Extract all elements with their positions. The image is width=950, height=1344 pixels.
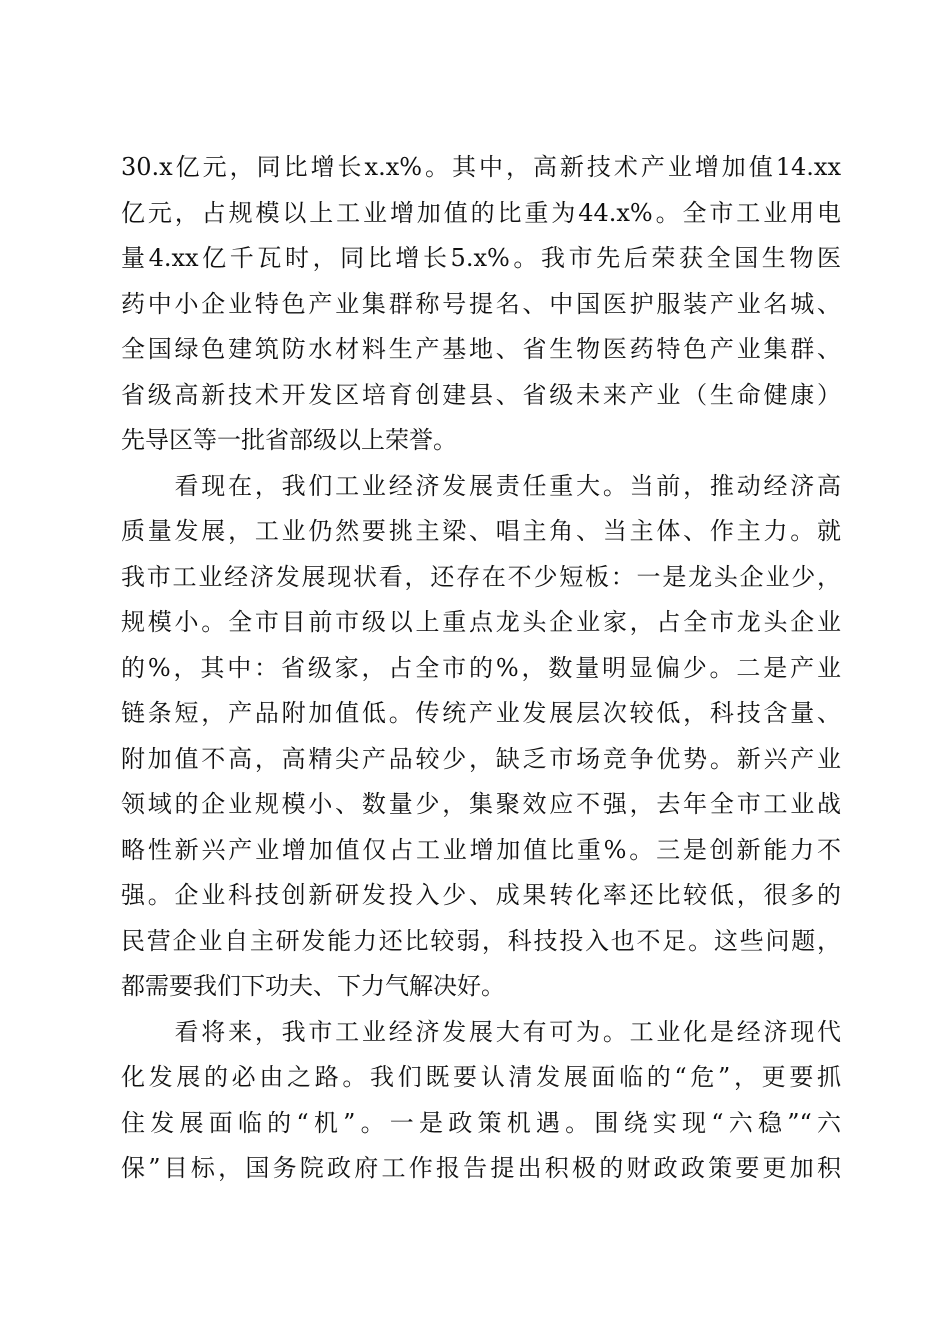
text-line: 先导区等一批省部级以上荣誉。	[121, 426, 457, 454]
text-line: 省级高新技术开发区培育创建县、省级未来产业（生命健康）	[121, 380, 841, 409]
text-line: 附加值不高，高精尖产品较少，缺乏市场竞争优势。新兴产业	[121, 744, 841, 773]
text-line: 的%，其中：省级家，占全市的%，数量明显偏少。二是产业	[121, 653, 841, 682]
text-line: 强。企业科技创新研发投入少、成果转化率还比较低，很多的	[121, 881, 841, 909]
text-line: 30.x亿元，同比增长x.x%。其中，高新技术产业增加值14.xx	[121, 153, 841, 181]
text-line: 民营企业自主研发能力还比较弱，科技投入也不足。这些问题，	[121, 926, 841, 955]
text-line: 质量发展，工业仍然要挑主梁、唱主角、当主体、作主力。就	[121, 517, 841, 545]
text-line: 住发展面临的“机”。一是政策机遇。围绕实现“六稳”“六	[121, 1108, 841, 1137]
text-line: 都需要我们下功夫、下力气解决好。	[121, 972, 505, 1000]
text-line: 保”目标，国务院政府工作报告提出积极的财政政策要更加积	[121, 1154, 841, 1182]
text-line: 全国绿色建筑防水材料生产基地、省生物医药特色产业集群、	[121, 335, 841, 363]
text-line: 领域的企业规模小、数量少，集聚效应不强，去年全市工业战	[121, 790, 841, 818]
text-line: 看将来，我市工业经济发展大有可为。工业化是经济现代	[121, 1017, 841, 1046]
text-line: 化发展的必由之路。我们既要认清发展面临的“危”，更要抓	[121, 1063, 841, 1091]
text-line: 量4.xx亿千瓦时，同比增长5.x%。我市先后荣获全国生物医	[121, 244, 841, 272]
text-line: 药中小企业特色产业集群称号提名、中国医护服装产业名城、	[121, 289, 841, 318]
document-body	[121, 145, 841, 1192]
text-line: 我市工业经济发展现状看，还存在不少短板：一是龙头企业少，	[121, 562, 841, 591]
text-line: 规模小。全市目前市级以上重点龙头企业家，占全市龙头企业	[121, 608, 841, 636]
text-line: 看现在，我们工业经济发展责任重大。当前，推动经济高	[121, 471, 841, 500]
text-line: 链条短，产品附加值低。传统产业发展层次较低，科技含量、	[121, 699, 841, 727]
text-line: 亿元，占规模以上工业增加值的比重为44.x%。全市工业用电	[121, 198, 841, 227]
text-line: 略性新兴产业增加值仅占工业增加值比重%。三是创新能力不	[121, 835, 841, 864]
